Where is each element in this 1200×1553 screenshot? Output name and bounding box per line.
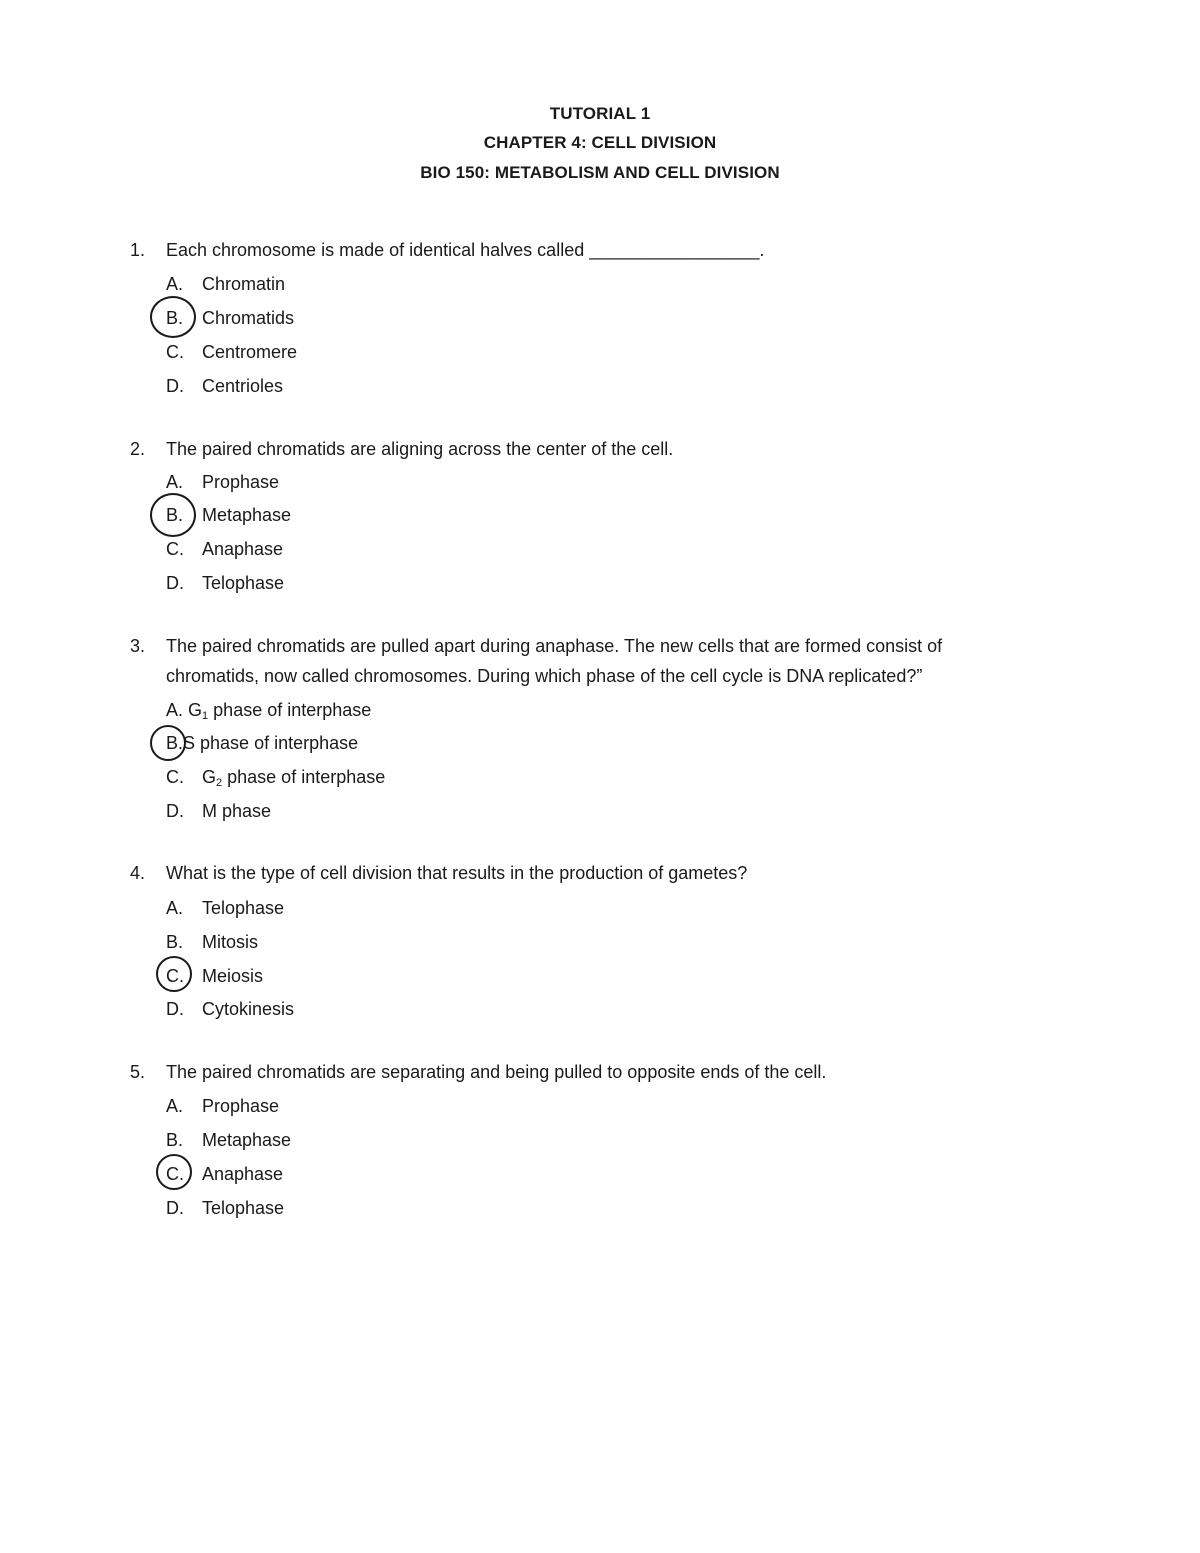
option-b <box>166 731 358 755</box>
option-b <box>166 1128 291 1152</box>
option-text: Chromatids <box>202 308 295 328</box>
option-text: Meiosis <box>202 966 264 986</box>
option-letter: D. <box>166 376 184 396</box>
question-stem: The paired chromatids are aligning across the center of the cell. <box>166 439 674 459</box>
question-stem <box>166 631 1066 691</box>
option-letter: D. <box>166 801 184 821</box>
option-text: Metaphase <box>202 1130 292 1150</box>
option-text: Metaphase <box>202 505 292 525</box>
option-text: Telophase <box>202 573 285 593</box>
option-letter: B. <box>166 308 184 328</box>
option-text: Mitosis <box>202 932 259 952</box>
option-a <box>166 272 285 296</box>
option-letter: D. <box>166 573 184 593</box>
option-prefix: G <box>188 700 203 720</box>
option-text: S phase of interphase <box>183 733 359 753</box>
option-text: M phase <box>202 801 272 821</box>
question-stem: What is the type of cell division that results in the production of gametes? <box>166 863 748 883</box>
option-subscript: 1 <box>202 710 209 722</box>
option-d <box>166 571 284 595</box>
question-number: 4. <box>130 863 146 883</box>
option-letter: C. <box>166 1164 184 1184</box>
option-c <box>166 340 297 364</box>
option-text: Anaphase <box>202 1164 284 1184</box>
option-letter: A. <box>166 274 184 294</box>
question-number: 1. <box>130 240 146 260</box>
option-text: phase of interphase <box>208 700 372 720</box>
option-text: Prophase <box>202 1096 280 1116</box>
option-letter: B. <box>166 932 184 952</box>
question-stem: Each chromosome is made of identical halves called _________________. <box>166 240 765 260</box>
answer-circle <box>150 296 196 338</box>
answer-circle <box>150 725 186 761</box>
option-text: Chromatin <box>202 274 286 294</box>
option-a <box>166 1094 279 1118</box>
option-c <box>166 765 385 789</box>
option-b <box>166 930 258 954</box>
question-stem-line: chromatids, now called chromosomes. During which phase of the cell cycle is DNA replicated?” <box>166 666 923 686</box>
option-letter: C. <box>166 342 184 362</box>
option-text: Telophase <box>202 898 285 918</box>
option-text: Centromere <box>202 342 298 362</box>
answer-circle <box>156 956 192 992</box>
answer-circle <box>156 1154 192 1190</box>
option-c <box>166 537 283 561</box>
option-subscript: 2 <box>216 777 223 789</box>
option-text: Anaphase <box>202 539 284 559</box>
option-letter: C. <box>166 539 184 559</box>
answer-circle <box>150 493 196 537</box>
chapter-title: CHAPTER 4: CELL DIVISION <box>483 133 717 152</box>
option-d <box>166 1196 284 1220</box>
option-text: Centrioles <box>202 376 284 396</box>
question-stem-line: The paired chromatids are pulled apart during anaphase. The new cells that are formed consist of <box>166 636 943 656</box>
question-number: 2. <box>130 439 146 459</box>
course-title: BIO 150: METABOLISM AND CELL DIVISION <box>420 163 780 182</box>
option-letter: C. <box>166 767 184 787</box>
question-number: 3. <box>130 636 146 656</box>
option-d <box>166 374 283 398</box>
option-letter: B. <box>166 733 184 753</box>
option-a <box>166 698 371 722</box>
option-a <box>166 470 279 494</box>
option-text: Prophase <box>202 472 280 492</box>
option-letter: D. <box>166 999 184 1019</box>
option-text: phase of interphase <box>222 767 386 787</box>
option-text: Cytokinesis <box>202 999 295 1019</box>
option-prefix: G <box>202 767 217 787</box>
option-letter: C. <box>166 966 184 986</box>
option-letter: D. <box>166 1198 184 1218</box>
option-letter: B. <box>166 1130 184 1150</box>
question-number: 5. <box>130 1062 146 1082</box>
option-letter: A. <box>166 1096 184 1116</box>
option-letter: A. <box>166 472 184 492</box>
option-letter: B. <box>166 505 184 525</box>
question-stem: The paired chromatids are separating and being pulled to opposite ends of the cell. <box>166 1062 827 1082</box>
option-a <box>166 896 284 920</box>
tutorial-title: TUTORIAL 1 <box>549 104 651 123</box>
option-d <box>166 997 294 1021</box>
option-d <box>166 799 271 823</box>
option-letter: A. <box>166 700 184 720</box>
option-text: Telophase <box>202 1198 285 1218</box>
option-letter: A. <box>166 898 184 918</box>
